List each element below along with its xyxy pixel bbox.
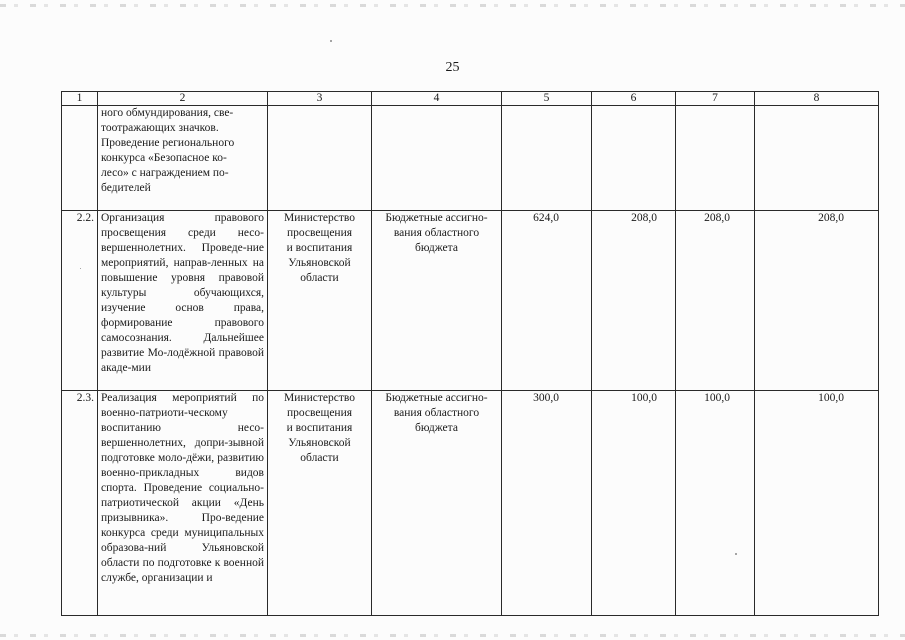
row-year-3: 100,0 xyxy=(755,391,879,616)
table-row xyxy=(62,211,879,391)
row-year-3 xyxy=(755,106,879,211)
column-header: 5 xyxy=(502,92,592,106)
row-executor: Министерство просвещения и воспитания Ульяновской области xyxy=(268,391,372,616)
row-description: Организация правового просвещения среди несо-вершеннолетних. Проведе-ние мероприятий, направ-ленных на повышение уровня правовой культуры обучающихся, изучение основ права, формирование правового самосознания. Дальнейшее развитие Мо-лодёжной правовой акаде-мии xyxy=(98,211,268,391)
scan-edge-top xyxy=(0,4,905,7)
row-year-3: 208,0 xyxy=(755,211,879,391)
row-description: ного обмундирования, све- тоотражающих значков. Проведение регионального конкурса «Безопасное ко- лесо» с награждением по- бедителей xyxy=(98,106,268,211)
scan-speck xyxy=(80,268,81,269)
column-header: 4 xyxy=(372,92,502,106)
row-total xyxy=(502,106,592,211)
row-number: 2.2. xyxy=(62,211,98,391)
row-total: 300,0 xyxy=(502,391,592,616)
row-executor: Министерство просвещения и воспитания Ульяновской области xyxy=(268,211,372,391)
row-year-2: 208,0 xyxy=(676,211,755,391)
scan-edge-bottom xyxy=(0,634,905,637)
row-funding-source xyxy=(372,106,502,211)
header-row xyxy=(62,92,879,106)
row-funding-source: Бюджетные ассигно- вания областного бюджета xyxy=(372,211,502,391)
row-year-1 xyxy=(592,106,676,211)
table-row xyxy=(62,106,879,211)
scan-speck xyxy=(330,40,332,42)
row-year-2: 100,0 xyxy=(676,391,755,616)
scan-speck xyxy=(735,553,737,555)
budget-table xyxy=(61,91,879,616)
row-year-1: 100,0 xyxy=(592,391,676,616)
page-number: 25 xyxy=(445,60,460,75)
column-header: 1 xyxy=(62,92,98,106)
column-header: 2 xyxy=(98,92,268,106)
row-funding-source: Бюджетные ассигно- вания областного бюджета xyxy=(372,391,502,616)
table-row xyxy=(62,391,879,616)
row-executor xyxy=(268,106,372,211)
row-year-2 xyxy=(676,106,755,211)
row-total: 624,0 xyxy=(502,211,592,391)
row-year-1: 208,0 xyxy=(592,211,676,391)
column-header: 3 xyxy=(268,92,372,106)
column-header: 6 xyxy=(592,92,676,106)
row-description: Реализация мероприятий по военно-патриоти-ческому воспитанию несо-вершеннолетних, допри-зывной подготовке моло-дёжи, развитию военно-прикладных видов спорта. Проведение социально-патриотической акции «День призывника». Про-ведение конкурса среди муниципальных образова-ний Ульяновской области по подготовке к военной службе, организации и xyxy=(98,391,268,616)
column-header: 8 xyxy=(755,92,879,106)
column-header: 7 xyxy=(676,92,755,106)
row-number xyxy=(62,106,98,211)
row-number: 2.3. xyxy=(62,391,98,616)
